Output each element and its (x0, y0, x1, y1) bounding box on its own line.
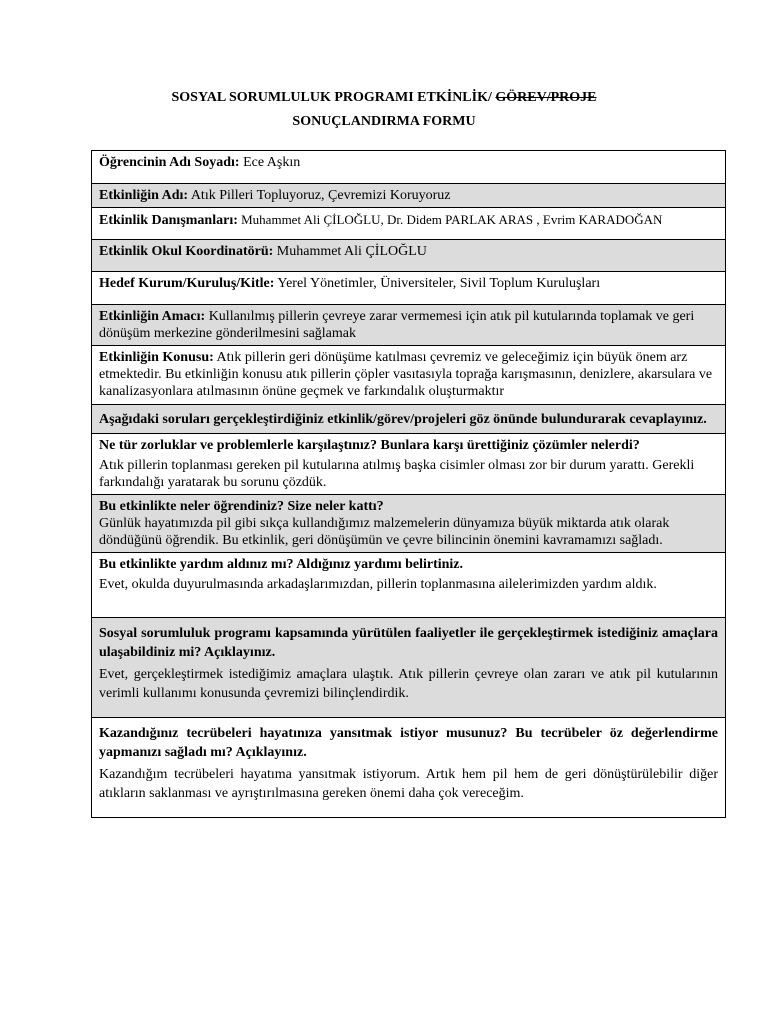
subject-value: Atık pillerin geri dönüşüme katılması çevremiz ve geleceğimiz için büyük önem arz etmektedir. Bu etkinliğin konusu atık pillerin çöpler vasıtasıyla toprağa karışmasının, denizlere, akarsulara ve kanalizasyonlara atılmasının önüne geçmek ve farkındalık oluşturmaktır (99, 350, 713, 399)
answer-text: Günlük hayatımızda pil gibi sıkça kullandığımız malzemelerin dünyamıza büyük miktarda atık olarak döndüğünü öğrendik. Bu etkinlik, geri dönüşümün ve çevre bilincinin önemini kavramamızı sağladı. (99, 516, 670, 548)
result-form-table (91, 150, 726, 818)
form-title-main: SOSYAL SORUMLULUK PROGRAMI ETKİNLİK/ (171, 90, 496, 105)
row-question-1 (92, 434, 726, 495)
question-text: Bu etkinlikte neler öğrendiniz? Size neler kattı? (99, 499, 384, 514)
question-text: Kazandığınız tecrübeleri hayatınıza yansıtmak istiyor musunuz? Bu tecrübeler öz değerlendirme yapmanızı sağladı mı? Açıklayınız. (99, 726, 718, 760)
question-text: Bu etkinlikte yardım aldınız mı? Aldığınız yardımı belirtiniz. (99, 557, 464, 572)
answer-text: Kazandığım tecrübeleri hayatıma yansıtmak istiyorum. Artık hem pil hem de geri dönüştürülebilir diğer atıkların saklanması ve ayrıştırılmasına gereken önemi daha çok vereceğim. (99, 767, 718, 801)
activity-value: Atık Pilleri Topluyoruz, Çevremizi Koruyoruz (188, 188, 451, 203)
target-label: Hedef Kurum/Kuruluş/Kitle: (99, 276, 275, 291)
student-value: Ece Aşkın (239, 155, 301, 170)
purpose-value: Kullanılmış pillerin çevreye zarar vermemesi için atık pil kutularında toplamak ve geri dönüşüm merkezine gönderilmesini sağlamak (99, 309, 695, 341)
row-activity-name (92, 184, 726, 208)
form-title-struck: GÖREV/PROJE (495, 90, 597, 105)
row-instruction (92, 405, 726, 434)
row-advisors (92, 208, 726, 240)
row-question-3 (92, 553, 726, 618)
subject-label: Etkinliğin Konusu: (99, 350, 214, 365)
answer-text: Evet, okulda duyurulmasında arkadaşlarımızdan, pillerin toplanmasına ailelerimizden yardım aldık. (99, 577, 657, 592)
form-subtitle: SONUÇLANDIRMA FORMU (292, 114, 476, 129)
coordinator-label: Etkinlik Okul Koordinatörü: (99, 244, 274, 259)
advisors-value: Muhammet Ali ÇİLOĞLU, Dr. Didem PARLAK ARAS , Evrim KARADOĞAN (237, 212, 663, 227)
answer-text: Atık pillerin toplanması gereken pil kutularına atılmış başka cisimler olması zor bir durum yarattı. Gerekli farkındalığı yaratarak bu sorunu çözdük. (99, 458, 695, 490)
instruction-text: Aşağıdaki soruları gerçekleştirdiğiniz etkinlik/görev/projeleri göz önünde bulundurarak cevaplayınız. (92, 405, 726, 434)
row-coordinator (92, 240, 726, 272)
coordinator-value: Muhammet Ali ÇİLOĞLU (273, 244, 427, 259)
answer-text: Evet, gerçekleştirmek istediğimiz amaçlara ulaştık. Atık pillerin çevreye olan zararı ve atık pil kutularının verimli kullanımı konusunda çevremizi bilinçlendirdik. (99, 667, 718, 701)
row-student (92, 151, 726, 184)
row-subject (92, 346, 726, 405)
target-value: Yerel Yönetimler, Üniversiteler, Sivil Toplum Kuruluşları (274, 276, 601, 291)
activity-label: Etkinliğin Adı: (99, 188, 189, 203)
question-text: Ne tür zorluklar ve problemlerle karşılaştınız? Bunlara karşı ürettiğiniz çözümler nelerdi? (99, 438, 640, 453)
question-text: Sosyal sorumluluk programı kapsamında yürütülen faaliyetler ile gerçekleştirmek istediğiniz amaçlara ulaşabildiniz mi? Açıklayınız. (99, 626, 718, 660)
advisors-label: Etkinlik Danışmanları: (99, 213, 238, 228)
row-question-4 (92, 618, 726, 718)
purpose-label: Etkinliğin Amacı: (99, 309, 206, 324)
form-title (0, 90, 768, 106)
row-purpose (92, 305, 726, 346)
row-question-2 (92, 495, 726, 553)
row-target (92, 272, 726, 305)
row-question-5 (92, 718, 726, 818)
student-label: Öğrencinin Adı Soyadı: (99, 155, 240, 170)
